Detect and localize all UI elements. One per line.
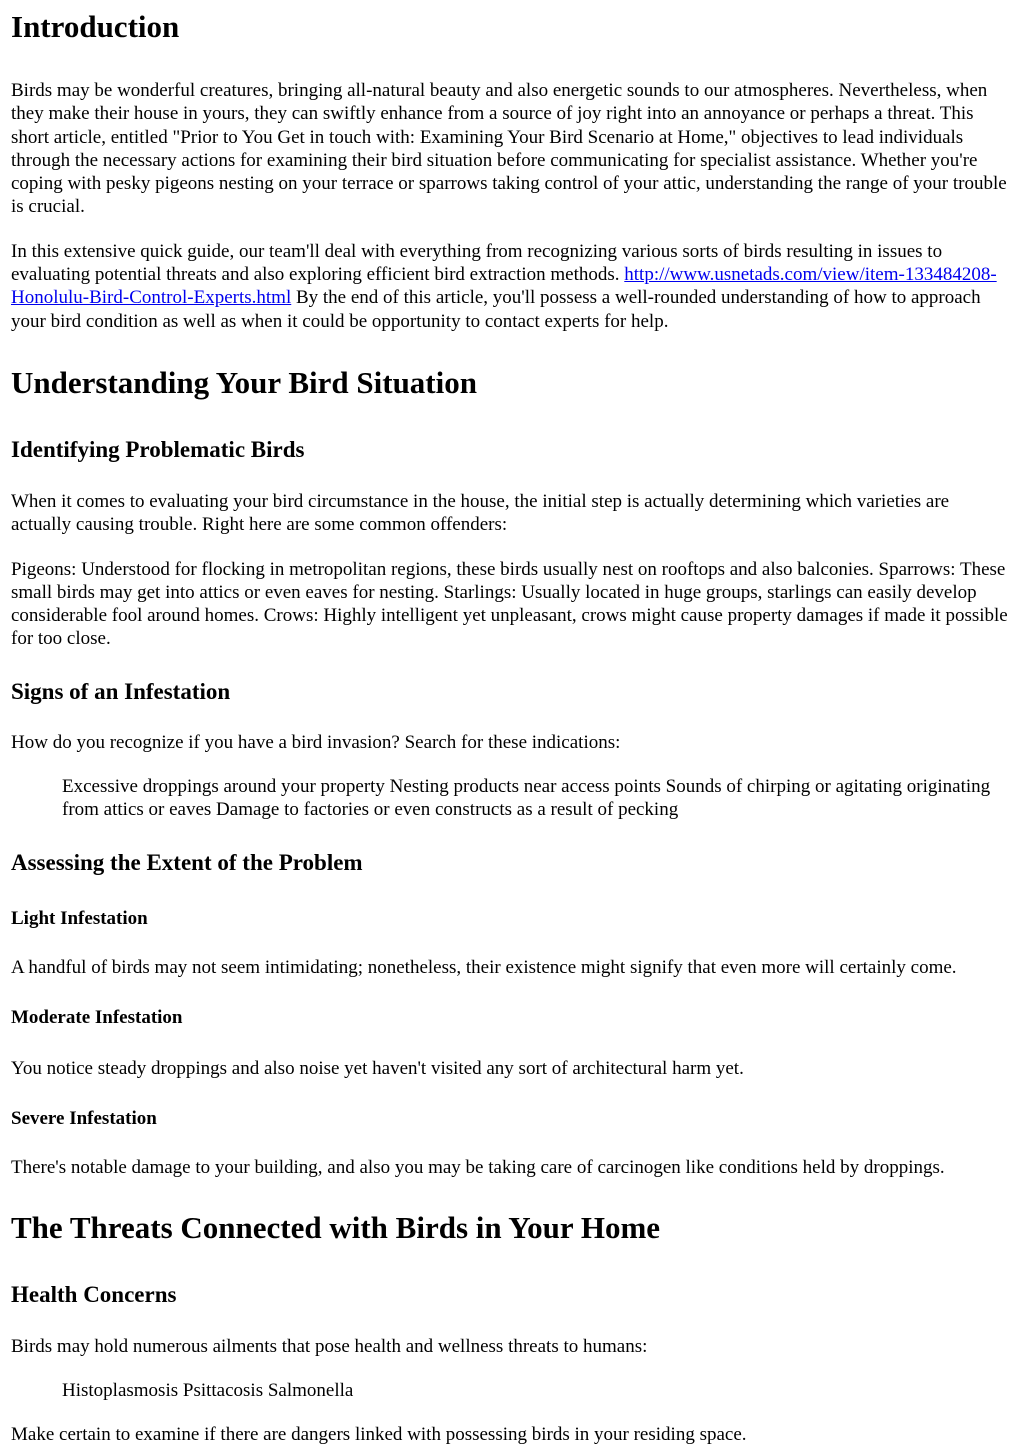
intro-heading: Introduction bbox=[11, 9, 180, 44]
health-paragraph: Birds may hold numerous ailments that pose health and wellness threats to humans: bbox=[11, 1335, 648, 1357]
severe-infestation-paragraph: There's notable damage to your building, and also you may be taking care of carcinogen like conditions held by droppings. bbox=[11, 1157, 945, 1179]
intro-paragraph-2 bbox=[11, 240, 1013, 333]
threats-heading: The Threats Connected with Birds in Your Home bbox=[11, 1209, 661, 1245]
intro-paragraph-2-end: By the end of this article, you'll possess a well-rounded understanding of how to approach your bird condition as well as when it could be opportunity to contact experts for help. bbox=[11, 287, 981, 332]
light-infestation-paragraph: A handful of birds may not seem intimidating; nonetheless, their existence might signify that even more will certainly come. bbox=[11, 956, 957, 978]
moderate-infestation-heading: Moderate Infestation bbox=[11, 1006, 183, 1028]
article bbox=[0, 9, 1024, 1446]
signs-heading: Signs of an Infestation bbox=[11, 678, 231, 704]
assessing-heading: Assessing the Extent of the Problem bbox=[11, 849, 363, 875]
health-heading: Health Concerns bbox=[11, 1281, 177, 1307]
light-infestation-heading: Light Infestation bbox=[11, 907, 148, 929]
identifying-paragraph-1: When it comes to evaluating your bird circumstance in the house, the initial step is actually determining which varieties are actually causing trouble. Right here are some common offenders: bbox=[11, 490, 950, 536]
signs-paragraph: How do you recognize if you have a bird invasion? Search for these indications: bbox=[11, 731, 621, 753]
understanding-heading: Understanding Your Bird Situation bbox=[11, 364, 477, 400]
identifying-heading: Identifying Problematic Birds bbox=[11, 436, 305, 462]
identifying-paragraph-2: Pigeons: Understood for flocking in metropolitan regions, these birds usually nest on rooftops and also balconies. Sparrows: These small birds may get into attics or even eaves for nesting. Starlings: Usually located in huge groups, starlings can easily develop considerable fool around homes. Crows: Highly intelligent yet unpleasant, crows might cause property damages if made it possible for too close. bbox=[11, 558, 1008, 650]
honolulu-bird-control-link[interactable]: http://www.usnetads.com/view/item-133484208-Honolulu-Bird-Control-Experts.html bbox=[11, 264, 997, 309]
signs-blockquote: Excessive droppings around your property Nesting products near access points Sounds of chirping or agitating originating from attics or eaves Damage to factories or even constructs as a result of pecking bbox=[62, 776, 991, 821]
health-blockquote: Histoplasmosis Psittacosis Salmonella bbox=[62, 1379, 354, 1401]
severe-infestation-heading: Severe Infestation bbox=[11, 1108, 157, 1130]
intro-paragraph-2-start: In this extensive quick guide, our team'll deal with everything from recognizing various sorts of birds resulting in issues to evaluating potential threats and also exploring efficient bird extraction methods. bbox=[11, 240, 943, 286]
intro-paragraph-1: Birds may be wonderful creatures, bringing all-natural beauty and also energetic sounds to our atmospheres. Nevertheless, when they make their house in yours, they can swiftly enhance from a source of joy right into an annoyance or perhaps a threat. This short article, entitled "Prior to You Get in touch with: Examining Your Bird Scenario at Home," objectives to lead individuals through the necessary actions for examining their bird situation before communicating for specialist assistance. Whether you're coping with pesky pigeons nesting on your terrace or sparrows taking control of your attic, understanding the range of your trouble is crucial. bbox=[11, 80, 1007, 218]
health-paragraph-2: Make certain to examine if there are dangers linked with possessing birds in your residing space. bbox=[11, 1424, 747, 1446]
moderate-infestation-paragraph: You notice steady droppings and also noise yet haven't visited any sort of architectural harm yet. bbox=[11, 1057, 744, 1079]
